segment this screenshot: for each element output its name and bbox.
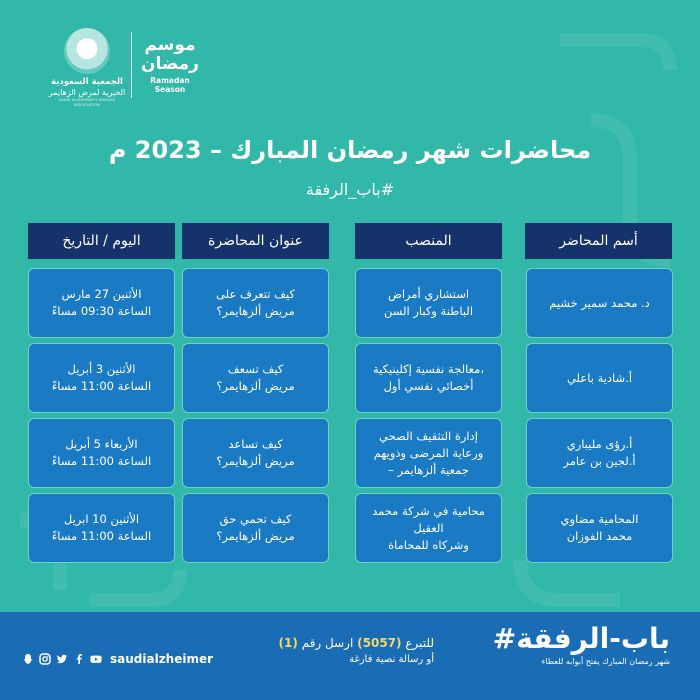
snapchat-icon[interactable] xyxy=(22,653,34,665)
date-line: الأثنين 27 مارس xyxy=(61,287,142,301)
topic-line: مريض ألزهايمر؟ xyxy=(216,304,295,318)
social-handle[interactable]: saudialzheimer xyxy=(110,652,214,666)
header-datetime: اليوم / التاريخ xyxy=(28,223,175,259)
time-line: الساعة 09:30 مساءً xyxy=(51,304,152,318)
time-line: الساعة 11:00 مساءً xyxy=(51,379,152,393)
page-title: محاضرات شهر رمضان المبارك – 2023 م xyxy=(108,136,592,164)
lecturer-line: محمد الفوزان xyxy=(566,529,633,543)
topic-line: كيف تحمي حق xyxy=(219,512,292,526)
topic-cell xyxy=(182,343,329,413)
date-line: الأثنين 3 أبريل xyxy=(67,362,136,376)
society-subtitle: الخيرية لمرض الزهايمر xyxy=(48,88,126,97)
donate-send-text: ارسل رقم xyxy=(301,636,354,650)
date-line: الأثنين 10 ابريل xyxy=(63,512,140,526)
lecturer-line: المحامية مضاوي xyxy=(560,512,639,526)
society-english-name: SAUDI ALZHEIMER'S DISEASE ASSOCIATION xyxy=(58,98,116,107)
position-line: استشاري أمراض xyxy=(387,287,470,301)
season-arabic: موسم رمضان xyxy=(141,35,199,74)
position-cell xyxy=(355,418,502,488)
lecturer-line: أ.شادية باعلي xyxy=(566,370,633,385)
lecturer-cell xyxy=(526,343,673,413)
topic-line: مريض ألزهايمر؟ xyxy=(216,379,295,393)
position-line: الباطنة وكبار السن xyxy=(383,304,474,318)
hashtag: #باب_الرفقة xyxy=(305,180,395,199)
society-logo xyxy=(46,28,128,108)
donate-number: (5057) xyxy=(357,636,402,650)
lecturer-line: أ.رؤى مليباري xyxy=(566,437,633,451)
position-line: محامية في شركة محمد العقيل xyxy=(372,503,485,535)
donate-alternative: أو رسالة نصية فارغة xyxy=(349,654,434,665)
topic-line: مريض ألزهايمر؟ xyxy=(216,529,295,543)
position-line: – جمعية ألزهايمر xyxy=(388,462,469,477)
logo-divider xyxy=(131,32,132,98)
tree-logo-icon xyxy=(64,28,110,74)
datetime-cell xyxy=(28,343,175,413)
position-line: أخصائي نفسي أول xyxy=(383,379,474,393)
twitter-icon[interactable] xyxy=(56,653,68,665)
header-lecturer: أسم المحاضر xyxy=(525,223,672,259)
topic-line: كيف تتعرف على xyxy=(216,287,295,301)
lecturer-cell xyxy=(526,493,673,563)
position-line: ورعاية المرضى وذويهم xyxy=(373,445,484,460)
datetime-cell xyxy=(28,493,175,563)
youtube-icon[interactable] xyxy=(90,653,102,665)
time-line: الساعة 11:00 مساءً xyxy=(51,454,152,468)
position-line: إدارة التثقيف الصحي xyxy=(379,428,478,443)
donate-code: (1) xyxy=(278,636,298,650)
datetime-cell xyxy=(28,268,175,338)
season-english: Ramadan Season xyxy=(150,76,190,94)
society-name: الجمعية السعودية xyxy=(51,77,123,87)
topic-cell xyxy=(182,268,329,338)
topic-cell xyxy=(182,493,329,563)
header-topic: عنوان المحاضرة xyxy=(182,223,329,259)
ramadan-season-logo xyxy=(140,36,200,94)
position-cell xyxy=(355,268,502,338)
facebook-icon[interactable] xyxy=(73,653,85,665)
time-line: الساعة 11:00 مساءً xyxy=(51,529,152,543)
lecturer-cell xyxy=(526,268,673,338)
social-links xyxy=(22,652,213,666)
campaign-brand xyxy=(493,622,670,667)
topic-line: كيف تساعد xyxy=(228,437,283,451)
header-position: المنصب xyxy=(355,223,502,259)
campaign-name: #باب-الرفقة xyxy=(492,622,670,655)
lecturer-line: أ.لجين بن عامر xyxy=(563,454,636,468)
topic-cell xyxy=(182,418,329,488)
instagram-icon[interactable] xyxy=(39,653,51,665)
position-cell xyxy=(355,343,502,413)
lecturer-line: د. محمد سمير خشيم xyxy=(549,295,650,310)
position-line: معالجة نفسية إكلينيكية، xyxy=(372,362,485,376)
lecturer-cell xyxy=(526,418,673,488)
position-line: وشركاه للمحاماة xyxy=(388,537,469,552)
position-cell xyxy=(355,493,502,563)
date-line: الأربعاء 5 أبريل xyxy=(65,437,138,451)
campaign-tagline: شهر رمضان المبارك يفتح أبوابه للعطاء xyxy=(541,657,670,666)
datetime-cell xyxy=(28,418,175,488)
footer-bar xyxy=(0,612,700,700)
donation-info xyxy=(262,634,434,668)
topic-line: كيف تسعف xyxy=(227,362,284,376)
topic-line: مريض ألزهايمر؟ xyxy=(216,454,295,468)
donate-prefix: للتبرع xyxy=(405,636,434,650)
